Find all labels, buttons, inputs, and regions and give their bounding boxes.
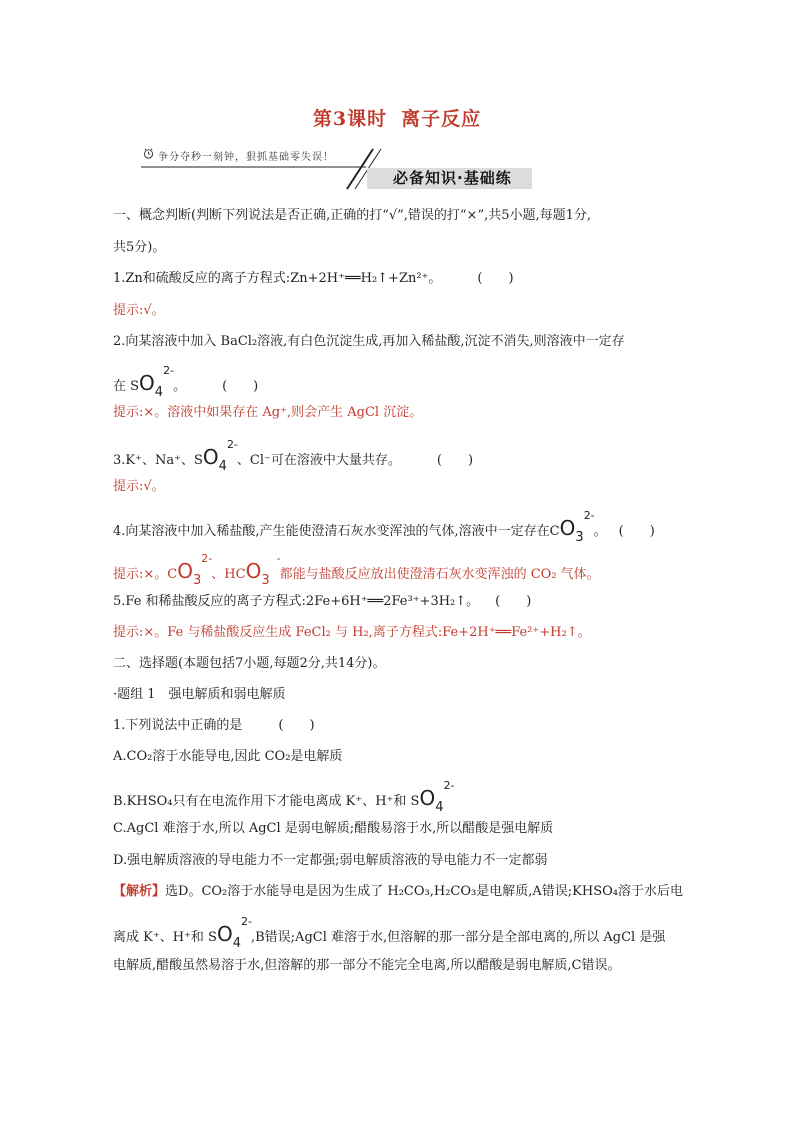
sulfate-ion: O4 2- bbox=[419, 779, 455, 815]
answer-paren: ( ) bbox=[495, 594, 532, 609]
sulfate-ion: O4 2- bbox=[139, 364, 175, 400]
hint-5-text: ×。Fe 与稀盐酸反应生成 FeCl₂ 与 H₂,离子方程式:Fe+2H⁺══Fe²⁺+H₂↑。 bbox=[143, 625, 591, 640]
answer-paren: ( ) bbox=[477, 271, 514, 286]
section1-heading-cont: 共5分)。 bbox=[113, 240, 166, 255]
hint-label: 提示: bbox=[113, 479, 144, 494]
question-1-text: 1.Zn和硫酸反应的离子方程式:Zn+2H⁺══H₂↑+Zn²⁺。 bbox=[113, 271, 442, 286]
question-1 bbox=[113, 270, 514, 288]
sulfate-ion: O4 2- bbox=[216, 915, 252, 951]
section2-heading: 二、选择题(本题包括7小题,每题2分,共14分)。 bbox=[113, 656, 386, 671]
section1-heading: 一、概念判断(判断下列说法是否正确,正确的打“√”,错误的打“×”,共5小题,每题1分, bbox=[113, 208, 592, 223]
carbonate-ion: O3 2- bbox=[177, 552, 213, 588]
question-3: 3.K⁺、Na⁺、SO4 2- 、Cl⁻可在溶液中大量共存。 ( ) bbox=[113, 438, 474, 474]
answer-paren: ( ) bbox=[618, 524, 655, 539]
analysis-line-2: 离成 K⁺、H⁺和 SO4 2- ,B错误;AgCl 难溶于水,但溶解的那一部分是全部电离的,所以 AgCl 是强 bbox=[113, 915, 666, 951]
hint-5 bbox=[113, 624, 591, 642]
hint-1-text: √。 bbox=[143, 303, 165, 318]
hint-label: 提示: bbox=[113, 625, 144, 640]
hint-3-text: √。 bbox=[143, 479, 165, 494]
answer-paren: ( ) bbox=[436, 453, 474, 468]
carbonate-ion: O3 2- bbox=[559, 509, 595, 545]
hint-label: 提示: bbox=[113, 405, 144, 420]
question-5: 5.Fe 和稀盐酸反应的离子方程式:2Fe+6H⁺══2Fe³⁺+3H₂↑。 ( ) bbox=[113, 594, 532, 609]
lesson-topic: 离子反应 bbox=[401, 108, 482, 130]
question-4: 4.向某溶液中加入稀盐酸,产生能使澄清石灰水变浑浊的气体,溶液中一定存在CO3 2- 。 ( ) bbox=[113, 509, 655, 545]
section-banner bbox=[141, 143, 541, 193]
hint-label: 提示: bbox=[113, 567, 144, 582]
hint-4: 提示:×。CO3 2- 、HCO3 - 都能与盐酸反应放出使澄清石灰水变浑浊的 CO₂ 气体。 bbox=[113, 552, 600, 588]
answer-paren: ( ) bbox=[278, 718, 315, 733]
hint-label: 提示: bbox=[113, 303, 144, 318]
option-a: A.CO₂溶于水能导电,因此 CO₂是电解质 bbox=[113, 749, 343, 764]
hint-2 bbox=[113, 404, 422, 422]
hint-1 bbox=[113, 302, 165, 320]
mc-question-1: 1.下列说法中正确的是 ( ) bbox=[113, 718, 315, 733]
banner-label: 必备知识·基础练 bbox=[367, 168, 532, 189]
question-2-line2: 在 SO4 2- 。 ( ) bbox=[113, 364, 259, 400]
analysis-line-3: 电解质,醋酸虽然易溶于水,但溶解的那一部分不能完全电离,所以醋酸是弱电解质,C错误。 bbox=[113, 958, 621, 973]
question-2-line1: 2.向某溶液中加入 BaCl₂溶液,有白色沉淀生成,再加入稀盐酸,沉淀不消失,则溶液中一定存 bbox=[113, 334, 625, 349]
option-b: B.KHSO₄只有在电流作用下才能电离成 K⁺、H⁺和 SO4 2- bbox=[113, 779, 455, 815]
option-c: C.AgCl 难溶于水,所以 AgCl 是弱电解质;醋酸易溶于水,所以醋酸是强电解质 bbox=[113, 821, 554, 836]
sulfate-ion: O4 2- bbox=[202, 438, 238, 474]
lesson-number: 第3课时 bbox=[312, 108, 388, 130]
analysis-line-1: 【解析】选D。CO₂溶于水能导电是因为生成了 H₂CO₃,H₂CO₃是电解质,A错误;KHSO₄溶于水后电 bbox=[113, 884, 683, 899]
bicarbonate-ion: O3 - bbox=[245, 552, 281, 588]
hint-2-text: ×。溶液中如果存在 Ag⁺,则会产生 AgCl 沉淀。 bbox=[143, 405, 423, 420]
question-group-heading: ·题组 1 强电解质和弱电解质 bbox=[113, 687, 286, 702]
analysis-label: 【解析】 bbox=[113, 884, 166, 899]
answer-paren: ( ) bbox=[222, 379, 259, 394]
hint-3 bbox=[113, 478, 165, 496]
banner-motto: 争分夺秒一刻钟，狠抓基础零失误！ bbox=[158, 152, 334, 163]
option-d: D.强电解质溶液的导电能力不一定都强;弱电解质溶液的导电能力不一定都弱 bbox=[113, 853, 548, 868]
page-title bbox=[0, 104, 794, 131]
